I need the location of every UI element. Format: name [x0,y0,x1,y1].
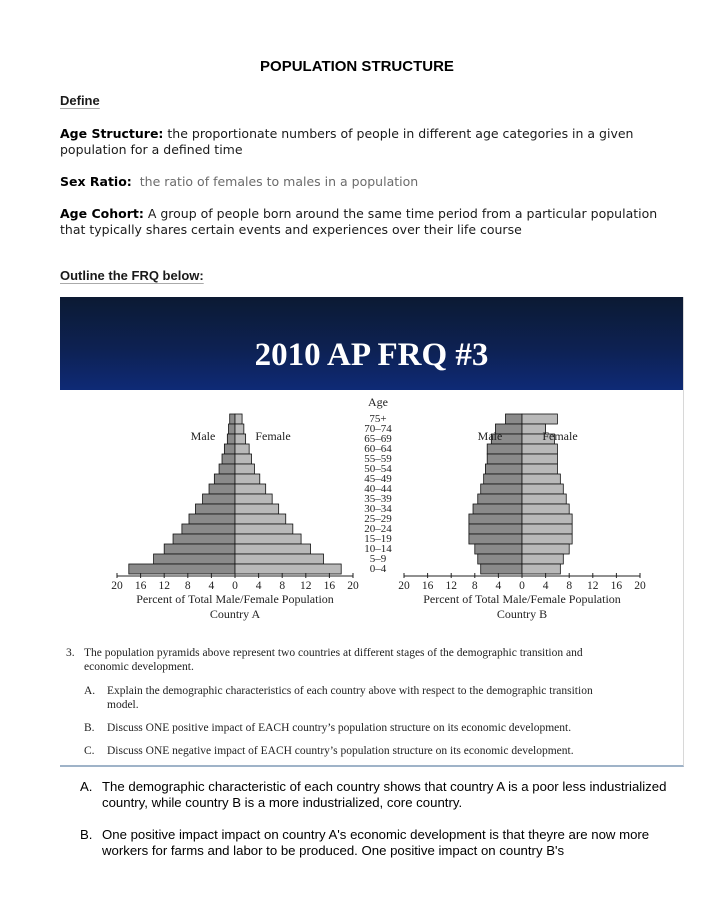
frq-figure [60,390,683,765]
age-group-label: 40–44 [364,483,392,495]
male-label: Male [477,429,503,443]
x-tick-label: 20 [398,580,410,592]
x-tick-label: 20 [347,580,359,592]
x-tick-label: 12 [587,580,599,592]
definition-sex-ratio [60,174,660,190]
x-tick-label: 4 [495,580,502,592]
male-bar [219,464,235,474]
male-bar [469,524,522,534]
age-group-label: 65–69 [364,433,392,445]
male-bar [487,454,522,464]
term-text: the ratio of females to males in a population [139,174,419,189]
male-bar [154,554,235,564]
female-bar [235,434,246,444]
male-bar [164,544,235,554]
age-group-label: 0–4 [369,563,387,575]
male-bar [209,484,235,494]
term-label: Sex Ratio: [60,174,132,189]
female-bar [522,524,572,534]
x-tick-label: 20 [634,580,646,592]
country-label: Country B [496,607,548,621]
female-bar [522,474,560,484]
question-part-letter: B. [84,722,95,734]
definition-age-structure [60,126,660,158]
female-bar [235,454,252,464]
age-group-label: 70–74 [364,423,392,435]
frq-image [60,297,684,767]
x-axis-label: Percent of Total Male/Female Population [136,592,334,606]
country-label: Country A [209,607,261,621]
male-bar [478,554,522,564]
define-heading: Define [60,93,100,108]
age-group-label: 45–49 [364,473,392,485]
female-bar [235,484,266,494]
answer-text: One positive impact impact on country A's economic development is that theyre are now more workers for farms and labor to be produced. One positive impact on country B's [102,827,650,858]
x-tick-label: 4 [208,580,215,592]
female-bar [235,554,324,564]
age-group-label: 10–14 [364,543,392,555]
x-axis-label: Percent of Total Male/Female Population [423,592,621,606]
x-tick-label: 16 [134,580,147,592]
term-label: Age Cohort: [60,206,144,221]
female-bar [522,454,557,464]
female-bar [235,564,341,574]
age-group-label: 30–34 [364,503,392,515]
male-bar [195,504,235,514]
male-bar [182,524,235,534]
female-bar [522,464,557,474]
male-bar [469,534,522,544]
female-bar [235,424,244,434]
male-bar [481,564,522,574]
answer-item [80,827,670,859]
female-bar [235,474,260,484]
female-label: Female [542,429,578,443]
x-tick-label: 12 [158,580,170,592]
x-tick-label: 20 [111,580,123,592]
answer-marker: A. [80,779,93,794]
page-title: POPULATION STRUCTURE [260,58,454,75]
female-bar [235,464,254,474]
female-bar [522,444,557,454]
x-tick-label: 0 [232,580,238,592]
male-bar [227,434,235,444]
answer-marker: B. [80,827,93,842]
x-tick-label: 12 [445,580,457,592]
x-tick-label: 8 [471,580,478,592]
x-tick-label: 4 [542,580,549,592]
question-number: 3. [66,647,75,659]
age-group-label: 5–9 [369,553,387,565]
male-bar [484,474,522,484]
age-group-label: 75+ [369,413,387,425]
question-part-text: model. [107,699,139,711]
outline-heading: Outline the FRQ below: [60,268,204,283]
male-bar [469,514,522,524]
female-bar [235,444,249,454]
frq-banner-title: 2010 AP FRQ #3 [254,337,489,373]
age-group-label: 20–24 [364,523,392,535]
male-bar [222,454,235,464]
age-group-label: 60–64 [364,443,392,455]
question-text: The population pyramids above represent two countries at different stages of the demographic transition and [84,647,583,659]
female-bar [522,564,560,574]
male-bar [129,564,235,574]
male-bar [478,494,522,504]
question-part-letter: A. [84,685,96,697]
male-bar [173,534,235,544]
female-bar [235,494,272,504]
x-tick-label: 8 [566,580,573,592]
x-tick-label: 0 [519,580,525,592]
female-bar [522,484,563,494]
male-bar [214,474,235,484]
age-group-label: 25–29 [364,513,392,525]
x-tick-label: 12 [300,580,312,592]
answer-text: The demographic characteristic of each country shows that country A is a poor less industrialized country, while country B is a more industrialized, core country. [102,779,667,810]
question-part-text: Explain the demographic characteristics of each country above with respect to the demographic transition [107,685,593,697]
male-bar [481,484,522,494]
female-bar [522,494,566,504]
female-bar [522,504,569,514]
term-text: A group of people born around the same time period from a particular population that typically shares certain events and experiences over their life course [60,206,658,237]
question-part-letter: C. [84,745,95,757]
age-group-label: 50–54 [364,463,392,475]
question-part-text: Discuss ONE negative impact of EACH country’s population structure on its economic development. [107,745,574,757]
male-bar [230,414,235,424]
age-group-label: 55–59 [364,453,392,465]
female-bar [235,534,301,544]
male-bar [487,444,522,454]
male-bar [229,424,235,434]
age-group-label: 15–19 [364,533,392,545]
term-label: Age Structure: [60,126,164,141]
female-bar [235,544,311,554]
male-bar [189,514,235,524]
answer-item [80,779,670,811]
female-bar [522,414,557,424]
question-text: economic development. [84,661,194,673]
female-bar [235,514,286,524]
x-tick-label: 16 [323,580,336,592]
female-label: Female [255,429,291,443]
age-group-label: 35–39 [364,493,392,505]
male-bar [203,494,235,504]
male-bar [505,414,522,424]
female-bar [522,554,563,564]
x-tick-label: 16 [610,580,623,592]
term-text: the proportionate numbers of people in different age categories in a given population for a defined time [60,126,634,157]
female-bar [522,534,572,544]
male-bar [485,464,522,474]
female-bar [522,544,569,554]
female-bar [235,524,293,534]
question-part-text: Discuss ONE positive impact of EACH country’s population structure on its economic development. [107,722,572,734]
female-bar [235,414,242,424]
age-axis-label: Age [368,395,388,409]
x-tick-label: 8 [279,580,286,592]
male-label: Male [190,429,216,443]
definition-age-cohort [60,206,660,238]
answer-list [80,779,670,875]
x-tick-label: 4 [255,580,262,592]
x-tick-label: 8 [184,580,191,592]
male-bar [224,444,235,454]
x-tick-label: 16 [421,580,434,592]
male-bar [473,504,522,514]
frq-banner [60,297,683,390]
female-bar [235,504,279,514]
female-bar [522,514,572,524]
male-bar [475,544,522,554]
